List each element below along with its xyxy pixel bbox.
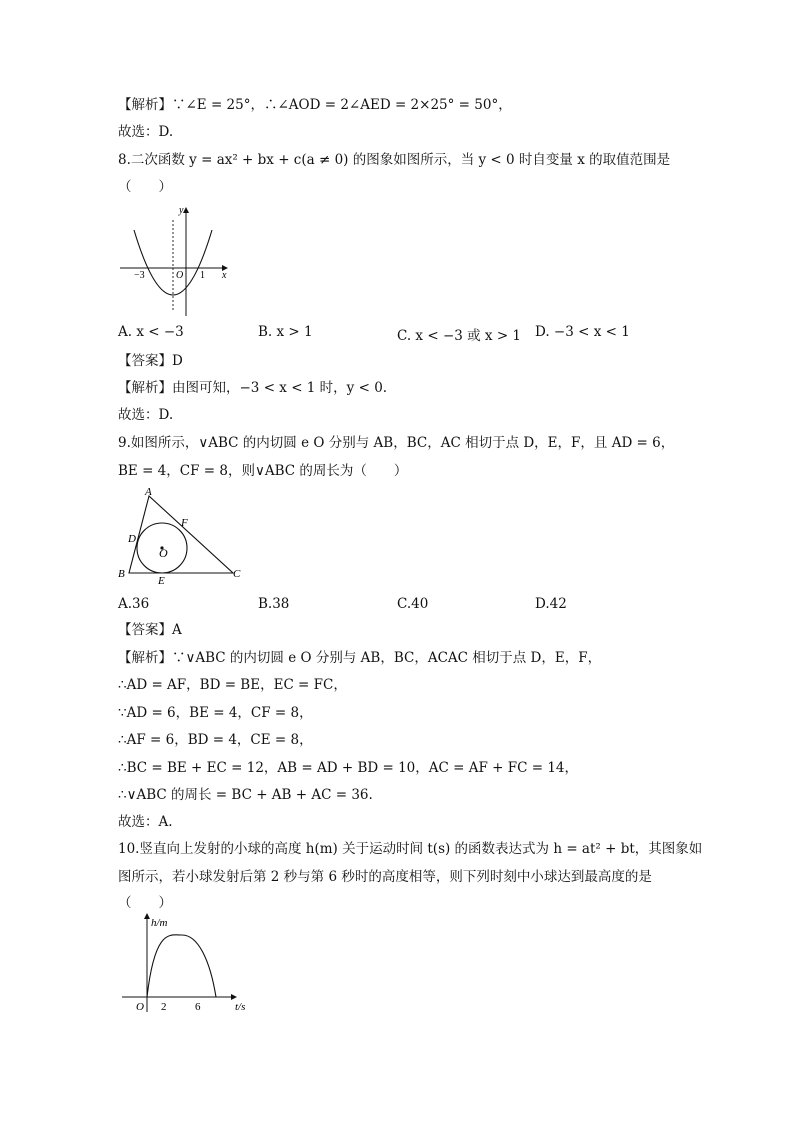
q8-parabola-figure <box>118 200 238 318</box>
q10-trajectory-figure <box>118 910 263 1015</box>
q9-analysis-line-4: ∴AF = 6，BD = 4，CE = 8， <box>118 732 313 748</box>
fig9-label-d: D <box>128 533 136 545</box>
q7-analysis: 【解析】∵∠E = 25°，∴∠AOD = 2∠AED = 2×25° = 50°， <box>118 97 512 113</box>
q9-answer: 【答案】A <box>118 622 182 638</box>
fig10-tick-6: 6 <box>195 1001 201 1013</box>
fig8-pos-root: 1 <box>200 270 205 281</box>
q9-stem-line-1: 9.如图所示，∨ABC 的内切圆 e O 分别与 AB，BC，AC 相切于点 D，E，F，且 AD = 6， <box>118 435 675 451</box>
q10-stem-line-1: 10.竖直向上发射的小球的高度 h(m) 关于运动时间 t(s) 的函数表达式为 h = at² + bt，其图象如 <box>118 841 703 857</box>
q9-triangle-figure <box>115 484 250 584</box>
q8-option-a: A. x < −3 <box>118 324 184 340</box>
y-axis-arrow-icon <box>183 207 189 213</box>
fig8-y-label: y <box>179 205 184 216</box>
q9-stem-line-2: BE = 4，CF = 8，则∨ABC 的周长为（ ） <box>118 463 408 479</box>
fig9-label-o: O <box>159 546 168 560</box>
q9-analysis-line-1: 【解析】∵∨ABC 的内切圆 e O 分别与 AB，BC，ACAC 相切于点 D，E，F， <box>118 650 602 666</box>
q10-stem-line-2: 图所示，若小球发射后第 2 秒与第 6 秒时的高度相等，则下列时刻中小球达到最高度的是 <box>118 869 652 885</box>
t-axis-arrow-icon <box>231 994 237 1000</box>
q9-option-b: B.38 <box>258 596 290 612</box>
q8-conclusion: 故选：D. <box>118 407 174 423</box>
h-axis-arrow-icon <box>144 913 150 919</box>
q8-answer: 【答案】D <box>118 353 183 369</box>
q8-analysis: 【解析】由图可知，−3 < x < 1 时，y < 0. <box>118 380 388 396</box>
fig8-origin: O <box>176 270 184 281</box>
fig8-neg-root: −3 <box>134 270 145 281</box>
fig9-label-b: B <box>118 568 125 580</box>
q8-paren: （ ） <box>118 179 172 195</box>
triangle-abc <box>129 496 233 573</box>
q8-stem: 8.二次函数 y = ax² + bx + c(a ≠ 0) 的图象如图所示，当 y < 0 时自变量 x 的取值范围是 <box>118 152 671 168</box>
fig10-t-label: t/s <box>235 1001 246 1013</box>
q9-analysis-line-5: ∴BC = BE + EC = 12，AB = AD + BD = 10，AC = AF + FC = 14， <box>118 760 579 776</box>
fig10-origin: O <box>136 1001 144 1013</box>
fig9-label-a: A <box>145 486 152 498</box>
fig9-label-f: F <box>181 517 188 529</box>
fig10-tick-2: 2 <box>161 1001 167 1013</box>
q9-option-d: D.42 <box>535 596 567 612</box>
q10-paren: （ ） <box>118 895 172 911</box>
q9-analysis-line-6: ∴∨ABC 的周长 = BC + AB + AC = 36. <box>118 787 373 803</box>
q8-option-d: D. −3 < x < 1 <box>535 324 630 340</box>
q8-option-b: B. x > 1 <box>258 324 313 340</box>
fig9-label-c: C <box>233 568 241 580</box>
q8-option-c: C. x < −3 或 x > 1 <box>397 328 522 344</box>
q9-analysis-line-3: ∵AD = 6，BE = 4，CF = 8， <box>118 705 313 721</box>
q9-option-a: A.36 <box>118 596 150 612</box>
fig10-h-label: h/m <box>151 917 168 929</box>
fig8-x-label: x <box>222 270 227 281</box>
trajectory-curve <box>147 935 216 997</box>
q9-analysis-line-2: ∴AD = AF，BD = BE，EC = FC， <box>118 677 347 693</box>
q7-conclusion: 故选：D. <box>118 124 174 140</box>
fig9-label-e: E <box>158 575 165 584</box>
q9-option-c: C.40 <box>397 596 429 612</box>
q9-conclusion: 故选：A. <box>118 814 173 830</box>
